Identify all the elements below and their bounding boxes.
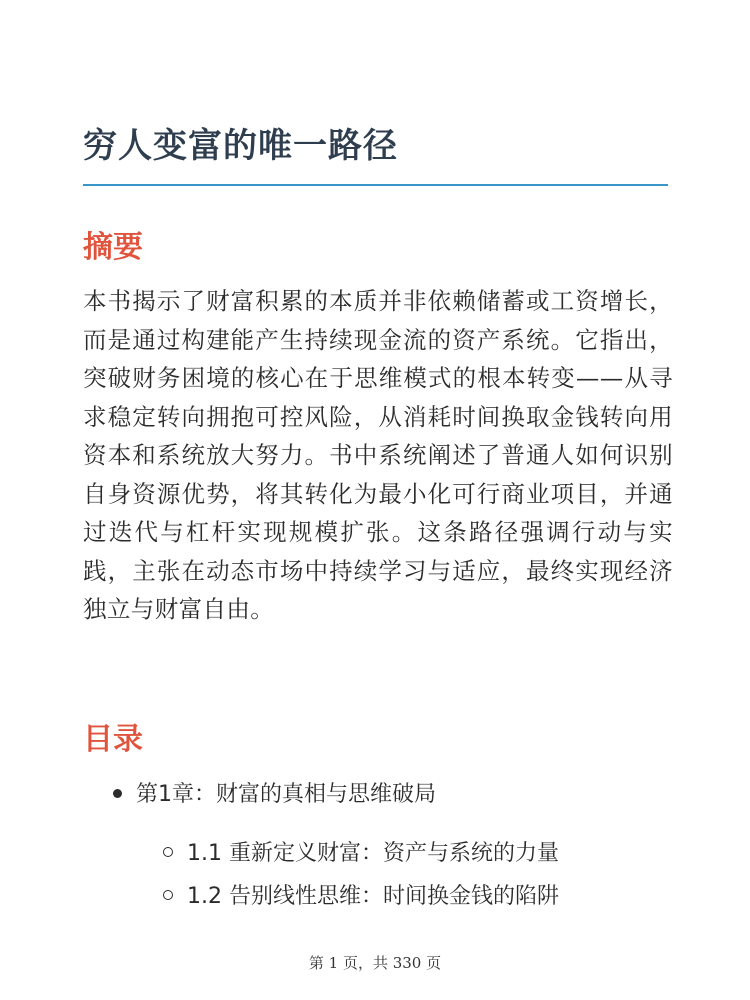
bullet-disc-icon [113, 789, 122, 798]
toc-chapter-label: 第1章：财富的真相与思维破局 [136, 782, 436, 807]
toc-section-label: 1.1 重新定义财富：资产与系统的力量 [187, 841, 559, 866]
summary-heading: 摘要 [83, 230, 143, 265]
document-title: 穷人变富的唯一路径 [83, 126, 398, 166]
bullet-circle-icon [163, 847, 173, 857]
bullet-circle-icon [163, 890, 173, 900]
toc-chapter-item[interactable] [113, 778, 436, 812]
summary-paragraph: 本书揭示了财富积累的本质并非依赖储蓄或工资增长，而是通过构建能产生持续现金流的资产系统。它指出，突破财务困境的核心在于思维模式的根本转变——从寻求稳定转向拥抱可控风险，从消耗时间换取金钱转向用资本和系统放大努力。书中系统阐述了普通人如何识别自身资源优势，将其转化为最小化可行商业项目，并通过迭代与杠杆实现规模扩张。这条路径强调行动与实践，主张在动态市场中持续学习与适应，最终实现经济独立与财富自由。 [83, 287, 673, 623]
page-footer: 第 1 页，共 330 页 [308, 954, 442, 972]
toc-heading: 目录 [83, 722, 143, 757]
toc-section-item[interactable] [163, 880, 559, 914]
toc-section-label: 1.2 告别线性思维：时间换金钱的陷阱 [187, 884, 559, 909]
title-divider [83, 184, 668, 186]
toc-section-item[interactable] [163, 837, 559, 871]
